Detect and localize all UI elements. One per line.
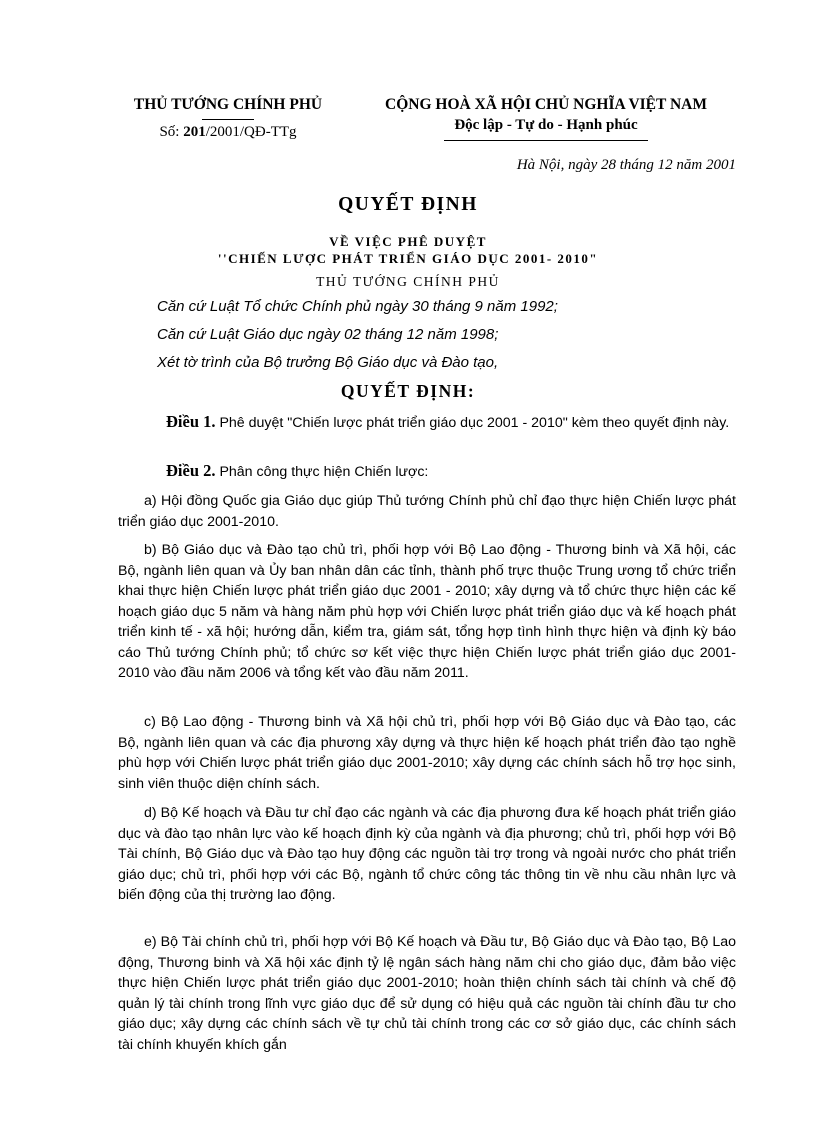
national-heading-block	[352, 96, 740, 141]
legal-basis-3: Xét tờ trình của Bộ trưởng Bộ Giáo dục và Đào tạo,	[157, 354, 499, 371]
article-2	[118, 461, 736, 483]
issuer-name: THỦ TƯỚNG CHÍNH PHỦ	[133, 96, 323, 113]
paragraph-e: e) Bộ Tài chính chủ trì, phối hợp với Bộ Kế hoạch và Đầu tư, Bộ Giáo dục và Đào tạo, Bộ Lao động, Thương binh và Xã hội xác định tỷ lệ ngân sách hàng năm chi cho giáo dục, đảm bảo việc thực hiện Chiến lược phát triển giáo dục 2001-2010; hoàn thiện chính sách tài chính và chế độ quản lý tài chính trong lĩnh vực giáo dục để sử dụng có hiệu quả các nguồn tài chính đầu tư cho giáo dục; xây dựng các chính sách về tự chủ tài chính trong các cơ sở giáo dục, các chính sách tài chính khuyến khích gắn	[118, 934, 736, 1053]
article-2-label: Điều 2.	[166, 461, 216, 480]
article-1-text: Phê duyệt "Chiến lược phát triển giáo dục 2001 - 2010" kèm theo quyết định này.	[215, 415, 730, 431]
document-title: QUYẾT ĐỊNH	[338, 194, 478, 215]
paragraph-a: a) Hội đồng Quốc gia Giáo dục giúp Thủ tướng Chính phủ chỉ đạo thực hiện Chiến lược phát triển giáo dục 2001-2010.	[118, 493, 736, 530]
article-1	[118, 412, 736, 434]
decision-heading: QUYẾT ĐỊNH:	[340, 381, 476, 401]
subject-line-2: ''CHIẾN LƯỢC PHÁT TRIỂN GIÁO DỤC 2001- 2010"	[217, 251, 599, 266]
issuer-underline	[202, 119, 254, 120]
paragraph-b: b) Bộ Giáo dục và Đào tạo chủ trì, phối hợp với Bộ Lao động - Thương binh và Xã hội, các Bộ, ngành liên quan và Ủy ban nhân dân các tỉnh, thành phố trực thuộc Trung ương tổ chức triển khai thực hiện Chiến lược phát triển giáo dục 2001 - 2010; xây dựng và tổ chức thực hiện các kế hoạch giáo dục 5 năm và hàng năm phù hợp với Chiến lược phát triển giáo dục và kế hoạch phát triển kinh tế - xã hội; hướng dẫn, kiểm tra, giám sát, tổng hợp tình hình thực hiện và định kỳ báo cáo Thủ tướng Chính phủ; tổ chức sơ kết việc thực hiện Chiến lược phát triển giáo dục 2001-2010 vào đầu năm 2006 và tổng kết vào đầu năm 2011.	[118, 542, 736, 681]
country-name: CỘNG HOÀ XÃ HỘI CHỦ NGHĨA VIỆT NAM	[385, 96, 707, 113]
subject-line-1: VỀ VIỆC PHÊ DUYỆT	[329, 234, 487, 249]
authority-line: THỦ TƯỚNG CHÍNH PHỦ	[316, 274, 500, 289]
document-subject	[120, 233, 696, 267]
legal-basis-2: Căn cứ Luật Giáo dục ngày 02 tháng 12 năm 1998;	[157, 326, 499, 343]
article-1-label: Điều 1.	[166, 412, 216, 431]
issuer-block	[108, 96, 348, 141]
paragraph-d: d) Bộ Kế hoạch và Đầu tư chỉ đạo các ngành và các địa phương đưa kế hoạch phát triển giáo dục và đào tạo nhân lực vào kế hoạch định kỳ của ngành và địa phương; chủ trì, phối hợp với Bộ Tài chính, Bộ Giáo dục và Đào tạo huy động các nguồn tài trợ trong và ngoài nước cho phát triển giáo dục; chủ trì, phối hợp với các Bộ, ngành tổ chức công tác thông tin về nhu cầu nhân lực và biến động của thị trường lao động.	[118, 805, 736, 903]
paragraph-c: c) Bộ Lao động - Thương binh và Xã hội chủ trì, phối hợp với Bộ Giáo dục và Đào tạo, các Bộ, ngành liên quan và các địa phương xây dựng và thực hiện kế hoạch phát triển đào tạo nghề phù hợp với Chiến lược phát triển giáo dục 2001-2010; xây dựng các chính sách hỗ trợ học sinh, sinh viên thuộc diện chính sách.	[118, 714, 736, 792]
place-date: Hà Nội, ngày 28 tháng 12 năm 2001	[516, 157, 736, 173]
national-motto: Độc lập - Tự do - Hạnh phúc	[454, 117, 638, 133]
article-2-text: Phân công thực hiện Chiến lược:	[215, 464, 429, 480]
document-number: Số: 201/2001/QĐ-TTg	[159, 124, 297, 140]
legal-basis-1: Căn cứ Luật Tổ chức Chính phủ ngày 30 tháng 9 năm 1992;	[157, 298, 558, 315]
motto-underline	[444, 140, 648, 141]
